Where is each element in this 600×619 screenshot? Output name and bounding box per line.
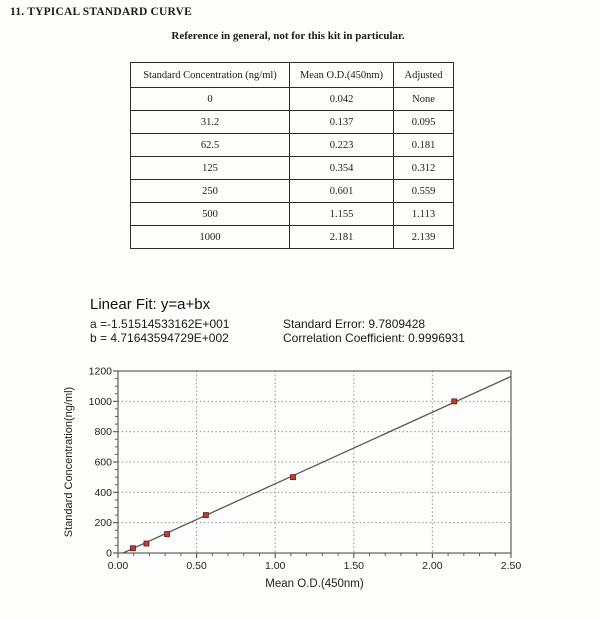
table-row bbox=[131, 88, 454, 111]
table-row bbox=[131, 226, 454, 249]
table-row bbox=[131, 203, 454, 226]
data-point bbox=[130, 546, 135, 551]
y-tick-label: 400 bbox=[94, 486, 112, 499]
table-cell: 1000 bbox=[131, 226, 290, 249]
table-header-row bbox=[131, 63, 454, 88]
table-cell: 250 bbox=[131, 180, 290, 203]
y-tick-label: 1200 bbox=[88, 365, 112, 378]
y-tick-label: 200 bbox=[94, 517, 112, 530]
y-tick-label: 0 bbox=[106, 547, 112, 560]
fit-coefficient-a: a =-1.51514533162E+001 bbox=[90, 317, 230, 331]
x-tick-label: 0.00 bbox=[107, 560, 129, 572]
table-cell: 0.095 bbox=[394, 111, 454, 134]
table-cell: 1.113 bbox=[394, 203, 454, 226]
x-tick-label: 1.50 bbox=[343, 560, 365, 572]
x-axis-title: Mean O.D.(450nm) bbox=[265, 578, 364, 590]
data-point bbox=[144, 541, 149, 546]
table-row bbox=[131, 180, 454, 203]
table-header-cell: Standard Concentration (ng/ml) bbox=[131, 63, 290, 88]
standard-curve-chart bbox=[0, 355, 600, 619]
table-cell: 31.2 bbox=[131, 111, 290, 134]
y-axis-title: Standard Concentration(ng/ml) bbox=[63, 386, 75, 538]
x-tick-label: 0.50 bbox=[186, 560, 207, 572]
data-point bbox=[203, 513, 208, 518]
page-heading: 11. TYPICAL STANDARD CURVE bbox=[10, 6, 193, 18]
data-point bbox=[165, 532, 170, 537]
table-cell: 500 bbox=[131, 203, 290, 226]
table-cell: 0.312 bbox=[394, 157, 454, 180]
x-tick-label: 2.00 bbox=[422, 560, 443, 572]
fit-coefficient-b: b = 4.71643594729E+002 bbox=[90, 331, 229, 345]
table-cell: 2.181 bbox=[290, 226, 394, 249]
table-row bbox=[131, 157, 454, 180]
y-tick-label: 800 bbox=[94, 426, 112, 439]
table-cell: None bbox=[394, 88, 454, 111]
table-cell: 0.559 bbox=[394, 180, 454, 203]
table-cell: 0.223 bbox=[290, 134, 394, 157]
table-row bbox=[131, 111, 454, 134]
table-cell: 1.155 bbox=[290, 203, 394, 226]
table-cell: 0.042 bbox=[290, 88, 394, 111]
x-tick-label: 2.50 bbox=[500, 560, 522, 572]
table-row bbox=[131, 134, 454, 157]
x-tick-label: 1.00 bbox=[264, 560, 286, 572]
table-cell: 0.354 bbox=[290, 157, 394, 180]
table-cell: 0 bbox=[131, 88, 290, 111]
standard-error: Standard Error: 9.7809428 bbox=[283, 317, 426, 331]
correlation-coefficient: Correlation Coefficient: 0.9996931 bbox=[283, 331, 465, 345]
linear-fit-title: Linear Fit: y=a+bx bbox=[90, 296, 211, 313]
table-header-cell: Adjusted bbox=[394, 63, 454, 88]
y-tick-label: 600 bbox=[94, 456, 112, 469]
data-point bbox=[452, 399, 457, 404]
reference-note: Reference in general, not for this kit in particular. bbox=[171, 30, 405, 42]
data-point bbox=[290, 475, 295, 480]
table-cell: 0.601 bbox=[290, 180, 394, 203]
table-cell: 125 bbox=[131, 157, 290, 180]
standards-table bbox=[130, 62, 454, 249]
table-header-cell: Mean O.D.(450nm) bbox=[290, 63, 394, 88]
table-cell: 0.137 bbox=[290, 111, 394, 134]
table-cell: 62.5 bbox=[131, 134, 290, 157]
table-cell: 0.181 bbox=[394, 134, 454, 157]
y-tick-label: 1000 bbox=[88, 395, 112, 408]
table-cell: 2.139 bbox=[394, 226, 454, 249]
